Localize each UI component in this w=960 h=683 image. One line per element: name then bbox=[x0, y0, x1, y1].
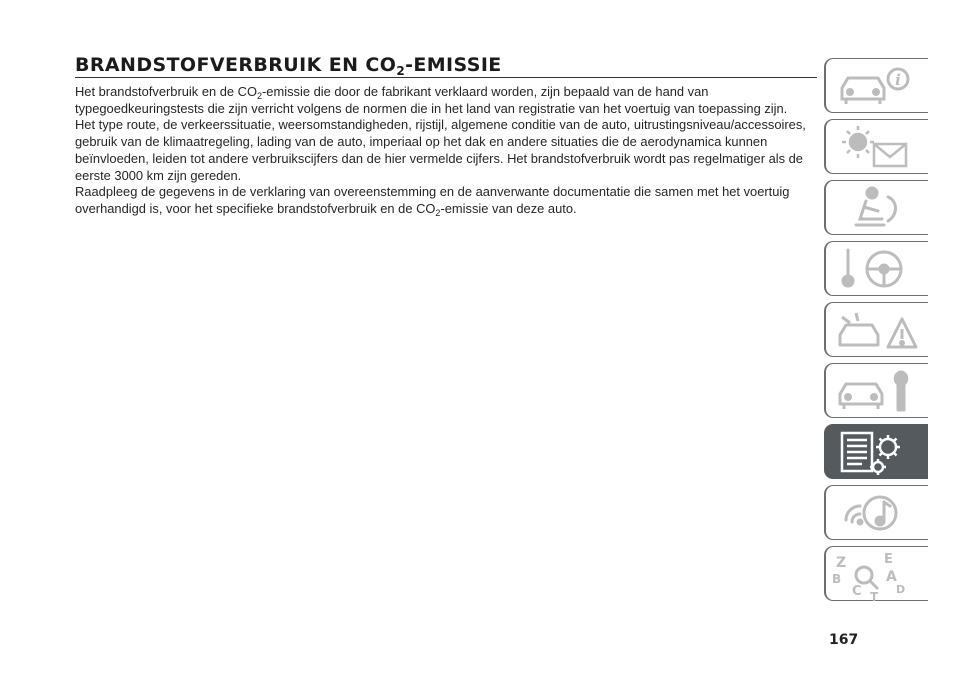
key-steering-wheel-icon bbox=[826, 242, 930, 297]
index-letter-a: A bbox=[886, 569, 897, 585]
index-letter-c: C bbox=[852, 584, 862, 599]
tab-technical-data[interactable] bbox=[824, 424, 928, 479]
tab-safety[interactable] bbox=[824, 180, 928, 235]
tab-car-info[interactable] bbox=[824, 58, 928, 113]
tab-warning-lights[interactable] bbox=[824, 119, 928, 174]
page-number: 167 bbox=[829, 632, 859, 648]
body-text bbox=[75, 84, 820, 218]
index-letter-d: D bbox=[896, 583, 906, 596]
tab-index[interactable] bbox=[824, 546, 928, 601]
multimedia-music-icon bbox=[826, 486, 930, 541]
tab-maintenance[interactable] bbox=[824, 363, 928, 418]
paragraph-2: Het type route, de verkeerssituatie, weersomstandigheden, rijstijl, algemene conditie van de auto, uitrustingsniveau/accessoires, gebruik van de klimaatregeling, lading van de auto, imperiaal op het dak en andere situaties die de aerodynamica kunnen beïnvloeden, leiden tot andere verbruikscijfers dan de hier vermelde cijfers. Het brandstofverbruik wordt pas regelmatiger als de eerste 3000 km zijn gereden. bbox=[75, 117, 806, 183]
paragraph-1-text-b: -emissie die door de fabrikant verklaard worden, zijn bepaald van de hand van typegoedkeuringstests die zijn verricht volgens de normen die in het land van registratie van het voertuig van toepassing zijn. bbox=[75, 84, 788, 116]
specifications-gear-icon bbox=[826, 425, 930, 480]
page-title bbox=[75, 54, 502, 76]
title-main: BRANDSTOFVERBRUIK EN CO bbox=[75, 54, 397, 76]
index-letter-e: E bbox=[884, 552, 893, 567]
title-subscript: 2 bbox=[396, 64, 406, 78]
tab-starting-driving[interactable] bbox=[824, 241, 928, 296]
paragraph-3-subscript: 2 bbox=[435, 207, 441, 218]
index-letter-z: Z bbox=[836, 555, 847, 571]
paragraph-1 bbox=[75, 84, 820, 117]
title-rule bbox=[75, 77, 817, 78]
seat-airbag-icon bbox=[826, 181, 930, 236]
index-letter-b: B bbox=[832, 572, 842, 586]
paragraph-3-text-b: -emissie van deze auto. bbox=[440, 200, 577, 216]
index-letter-t: T bbox=[870, 590, 879, 602]
paragraph-3-text-a: Raadpleeg de gegevens in de verklaring van overeenstemming en de aanverwante documentatie die samen met het voertuig overhandigd is, voor het specifieke brandstofverbruik en de CO bbox=[75, 184, 790, 216]
paragraph-1-subscript: 2 bbox=[257, 91, 263, 101]
car-info-icon bbox=[826, 59, 930, 114]
car-wrench-icon bbox=[826, 364, 930, 419]
tab-emergency[interactable] bbox=[824, 302, 928, 357]
alphabetical-index-icon bbox=[826, 547, 930, 602]
car-hazard-icon bbox=[826, 303, 930, 358]
warning-lights-message-icon bbox=[826, 120, 930, 175]
svg-text:i: i bbox=[895, 71, 901, 89]
paragraph-1-text-a: Het brandstofverbruik en de CO bbox=[75, 84, 257, 99]
title-suffix: -EMISSIE bbox=[405, 54, 502, 76]
tab-multimedia[interactable] bbox=[824, 485, 928, 540]
paragraph-3 bbox=[75, 184, 820, 217]
